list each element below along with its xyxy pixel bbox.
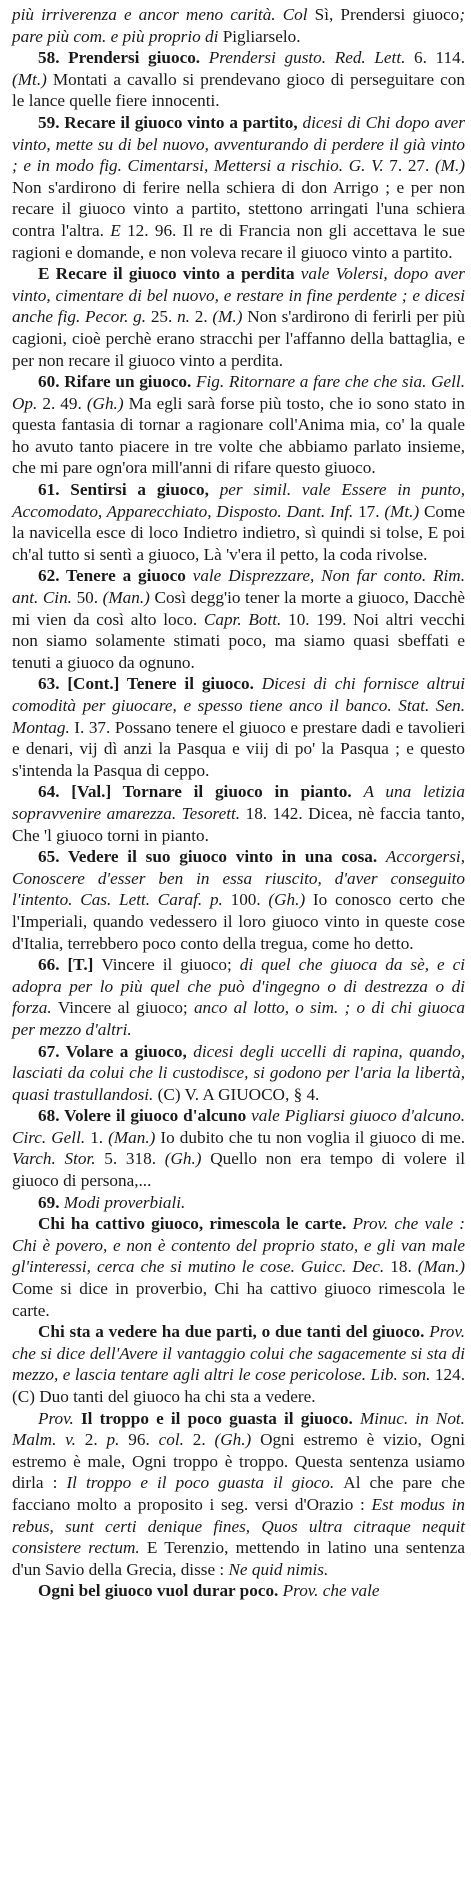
body-text: Montati a cavallo si prendevano gioco di perseguitare con le lance quelle fiere innocenti. (12, 69, 465, 111)
body-text: Come la navicella esce di loco Indietro indietro, sì quindi si tolse, E poi ch'al tutto si sentì a giuoco, Là 'v'era il petto, la coda rivolse. (12, 501, 465, 564)
italic-text: di quel che giuoca da sè, e ci adopra per lo più quel che può d'ingegno o di destrezza o di forza. (12, 955, 465, 1018)
entry-heading: 66. [T.] (38, 955, 102, 975)
body-text: Non s'ardirono di ferire nella schiera di don Arrigo ; e per non recare il giuoco vinto a partito, stettono arringati l'una schiera contra l'altra. (12, 177, 465, 240)
entry-paragraph (12, 954, 465, 1040)
entry-paragraph (12, 479, 465, 565)
body-text: 18. (390, 1257, 418, 1277)
body-text: 25. (150, 307, 178, 327)
italic-text: A una letizia sopravvenire amarezza. Tesorett. (12, 782, 465, 823)
italic-text: Varch. Stor. (12, 1149, 105, 1169)
entry-paragraph (12, 1321, 465, 1407)
italic-text: Est modus in rebus, sunt certi denique fines, Quos ultra citraque nequit consistere rectum. (12, 1494, 465, 1558)
body-text: 124. (C) Duo tanti del giuoco ha chi sta a vedere. (12, 1365, 465, 1406)
italic-text: Prov. che si dice dell'Avere il vantaggio colui che sagacemente si sta di mezzo, e lascia tentare agli altri le cose pericolose. Lib. son. (12, 1322, 465, 1385)
entry-heading: 63. [Cont.] Tenere il giuoco. (38, 674, 262, 694)
entry-heading: 61. Sentirsi a giuoco, (38, 480, 220, 500)
italic-text: (Gh.) (164, 1149, 211, 1169)
italic-text: Accorgersi, Conoscere d'esser ben in essa riuscito, d'aver conseguito l'intento. Cas. Lett. Caraf. p. (12, 847, 465, 910)
italic-text: (Man.) (417, 1257, 466, 1277)
entry-paragraph (12, 1580, 465, 1602)
body-text: Come si dice in proverbio, Chi ha cattivo giuoco rimescola le carte. (12, 1279, 465, 1320)
italic-text: (Man.) (108, 1127, 161, 1147)
entry-heading: Chi sta a vedere ha due parti, o due tanti del giuoco. (38, 1322, 430, 1342)
italic-text: Modi proverbiali. (63, 1192, 186, 1212)
italic-text: dicesi di Chi dopo aver vinto, mette su di bel nuovo, avventurando di perdere il già vinto ; e in modo fig. Cimentarsi, Mettersi a rischio. G. V. (12, 112, 465, 176)
body-text: Al che pare che facciano molto a proposito i seg. versi d'Orazio : (12, 1473, 465, 1514)
entry-paragraph (12, 112, 465, 263)
entry-paragraph (12, 565, 465, 673)
italic-text: Prov. che vale (282, 1581, 380, 1601)
italic-text: (Gh.) (268, 890, 313, 910)
body-text: 2. (192, 1430, 215, 1450)
italic-text: p. (106, 1430, 129, 1450)
italic-text: Dicesi di chi fornisce altrui comodità per giuocare, e spesso tiene anco il banco. Stat. Sen. Montag. (12, 674, 465, 737)
italic-text: ; pare più com. e più proprio di (12, 5, 465, 46)
italic-text: vale Volersi, dopo aver vinto, cimentare di bel nuovo, e restare in fine perdente ; e dicesi anche fig. Pecor. g. (12, 264, 465, 327)
entry-paragraph (12, 1408, 465, 1581)
entry-heading: 64. [Val.] Tornare il giuoco in pianto. (38, 782, 364, 802)
body-text: E Terenzio, mettendo in latino una sentenza d'un Savio della Grecia, disse : (12, 1538, 465, 1579)
entry-paragraph (12, 673, 465, 781)
entry-heading: 67. Volare a giuoco, (38, 1041, 194, 1061)
body-text: 18. 142. Dicea, nè faccia tanto, Che 'l giuoco torni in pianto. (12, 803, 465, 845)
italic-text: Prov. (38, 1408, 81, 1428)
italic-text: Minuc. in Not. Malm. v. (12, 1408, 465, 1450)
body-text: 2. 49. (42, 393, 87, 413)
body-text: Vincere al giuoco; (57, 998, 194, 1018)
entry-paragraph (12, 4, 465, 47)
entry-paragraph (12, 1105, 465, 1191)
entry-paragraph (12, 371, 465, 479)
italic-text: (Mt.) (384, 501, 424, 521)
entry-paragraph (12, 1213, 465, 1321)
italic-text: (M.) (212, 307, 248, 327)
entry-heading: Chi ha cattivo giuoco, rimescola le carte. (38, 1214, 353, 1234)
body-text: 6. 114. (414, 48, 465, 68)
body-text: Io conosco certo che l'Imperiali, quando vedessero il loro giuoco vinto in queste cose d'Italia, terrebbero poco conto della tregua, come ho detto. (12, 890, 465, 953)
italic-text: Ne quid nimis. (228, 1559, 329, 1579)
body-text: Non s'ardirono di ferirli per più cagioni, cioè perchè erano stracchi per l'affanno della battaglia, e per non recare il giuoco vinto a perdita. (12, 307, 466, 370)
body-text: 2. (84, 1430, 107, 1450)
body-text: 96. (128, 1430, 159, 1450)
body-text: I. 37. Possano tenere el giuoco e prestare dadi e tavolieri e denari, vij dì anzi la Pasqua e viij di po' la Pasqua ; e questo s'intenda la Pasqua di ceppo. (12, 717, 466, 780)
italic-text: E (110, 220, 128, 240)
italic-text: Fig. Ritornare a fare che che sia. Gell. Op. (12, 372, 465, 413)
body-text: Io dubito che tu non voglia il giuoco di me. (160, 1127, 465, 1147)
italic-text: col. (158, 1430, 193, 1450)
italic-text: Prov. che vale : Chi è povero, e non è contento del proprio stato, e gli van male gl'interessi, cerca che si mutino le cose. Guicc. Dec. (12, 1214, 465, 1277)
body-text: 2. (194, 307, 213, 327)
entry-paragraph (12, 1041, 465, 1106)
entry-heading: 62. Tenere a giuoco (38, 566, 193, 586)
entry-paragraph (12, 846, 465, 954)
body-text: Così degg'io tener la morte a giuoco, Dacchè mi vien da così alto loco. (12, 588, 466, 629)
body-text: Ma egli sarà forse più tosto, che io sono stato in questa fantasia di tornar a ragionare coll'Anima mia, co' la quale ho avuto tanto piacere in tre volte che abbiamo parlato insieme, che mi pare ogn'ora mill'anni di rifare questo giuoco. (12, 393, 465, 478)
entry-heading: 60. Rifare un giuoco. (38, 372, 196, 392)
body-text: Ogni estremo è vizio, Ogni estremo è male, Ogni troppo è troppo. Questa sentenza usiamo dirla : (12, 1430, 466, 1493)
italic-text: (Man.) (102, 588, 155, 608)
body-text: 100. (230, 890, 269, 910)
entry-heading: E Recare il giuoco vinto a perdita (38, 264, 301, 284)
entry-paragraph (12, 1192, 465, 1214)
italic-text: più irriverenza e ancor meno carità. Col (12, 5, 315, 24)
italic-text: Il troppo e il poco guasta il gioco. (66, 1473, 344, 1493)
body-text: Prendersi giuoco (340, 5, 460, 24)
entry-heading: 58. Prendersi giuoco. (38, 48, 209, 68)
body-text: Pigliarselo. (222, 26, 301, 46)
italic-text: vale Disprezzare, Non far conto. Rim. ant. Cin. (12, 566, 465, 608)
italic-text: Capr. Bott. (203, 609, 289, 629)
entry-heading: 65. Vedere il suo giuoco vinto in una cosa. (38, 847, 386, 867)
body-text: 7. 27. (389, 156, 435, 176)
body-text: 12. 96. Il re di Francia non gli accettava le sue ragioni e domande, e non voleva recare il giuoco vinto a partito. (12, 220, 466, 262)
italic-text: dicesi degli uccelli di rapina, quando, lasciati da colui che li custodisce, si godono per l'aria la libertà, quasi trastullandosi. (12, 1041, 465, 1104)
italic-text: anco al lotto, o sim. ; o di chi giuoca per mezzo d'altri. (12, 998, 465, 1039)
entry-paragraph (12, 263, 465, 371)
italic-text: (Gh.) (86, 393, 129, 413)
italic-text: vale Pigliarsi giuoco d'alcuno. Circ. Gell. (12, 1106, 465, 1147)
body-text: 10. 199. Noi altri vecchi non siamo solamente stimati poco, ma siamo quasi sbeffati e tenuti a giuoco da ognuno. (12, 609, 466, 672)
body-text: 5. 318. (104, 1149, 165, 1169)
italic-text: per simil. vale Essere in punto, Accomodato, Apparecchiato, Disposto. Dant. Inf. (12, 480, 465, 521)
body-text: (C) V. A GIUOCO, § 4. (157, 1084, 320, 1104)
body-text: 50. (76, 588, 103, 608)
italic-text: (M.) (434, 156, 466, 176)
body-text: Quello non era tempo di volere il giuoco di persona,... (12, 1149, 465, 1191)
body-text: Vincere il giuoco; (101, 955, 240, 975)
body-text: 1. (90, 1127, 109, 1147)
entry-heading: 59. Recare il giuoco vinto a partito, (38, 112, 303, 132)
entry-heading: Ogni bel giuoco vuol durar poco. (38, 1581, 283, 1601)
entry-heading: 69. (38, 1192, 64, 1212)
body-text: Sì, (314, 5, 341, 24)
entry-paragraph (12, 781, 465, 846)
italic-text: (Gh.) (214, 1430, 261, 1450)
body-text: 17. (358, 501, 385, 521)
italic-text: Prendersi gusto. Red. Lett. (208, 48, 415, 68)
entry-paragraph (12, 47, 465, 112)
entry-heading: 68. Volere il giuoco d'alcuno (38, 1106, 252, 1126)
italic-text: (Mt.) (12, 69, 53, 89)
entry-heading: Il troppo e il poco guasta il giuoco. (80, 1408, 360, 1428)
italic-text: n. (177, 307, 195, 327)
